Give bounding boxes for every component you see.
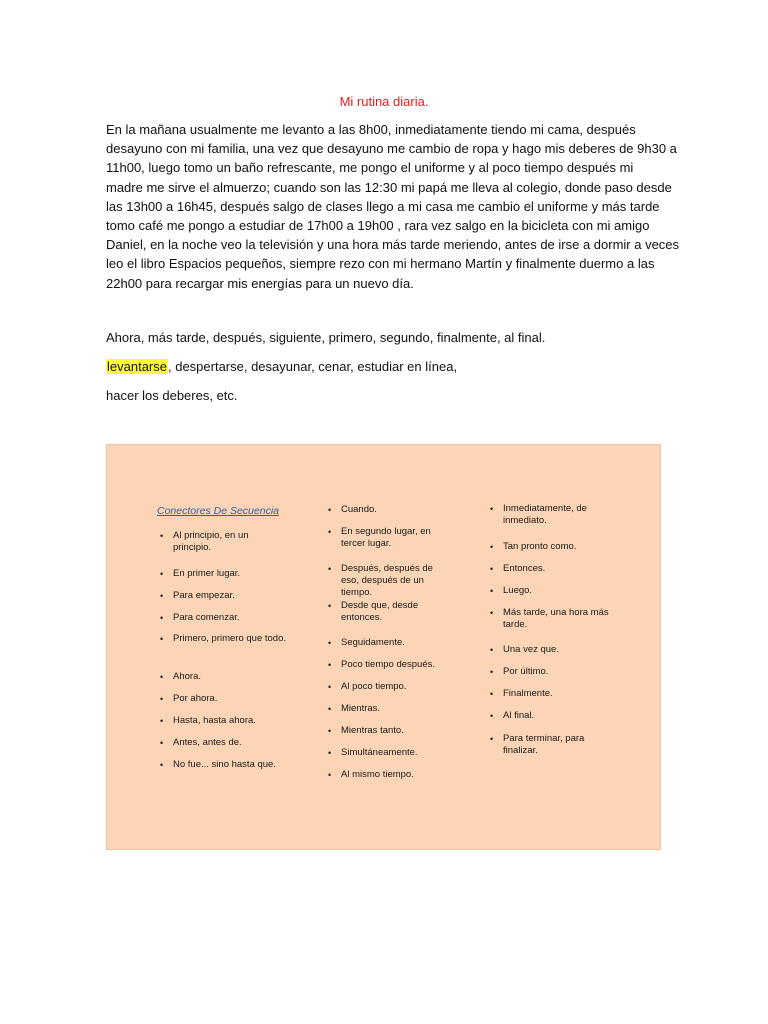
list-item: • Por ahora. <box>157 693 293 705</box>
list-item: • Seguidamente. <box>325 637 461 649</box>
list-item: • Tan pronto como. <box>487 541 623 553</box>
list-item: • Cuando. <box>325 504 451 516</box>
paragraph-line: En la mañana usualmente me levanto a las 8h00, inmediatamente tiendo mi cama, después <box>106 122 636 137</box>
list-item: • Al mismo tiempo. <box>325 769 461 781</box>
paragraph-line: Daniel, en la noche veo la televisión y una hora más tarde meriendo, antes de irse a dormir a veces <box>106 237 680 253</box>
list-item: • Hasta, hasta ahora. <box>157 715 303 727</box>
verbs-rest: , despertarse, desayunar, cenar, estudiar en línea, <box>167 359 458 374</box>
verbs-line-2: hacer los deberes, etc. <box>106 388 238 403</box>
paragraph-line: tomo café me pongo a estudiar de 17h00 a 19h00 , rara vez salgo en la bicicleta con mi amigo <box>106 218 650 234</box>
page-title: Mi rutina diaria. <box>339 94 429 109</box>
list-item: • Al poco tiempo. <box>325 681 461 693</box>
list-item: • Para empezar. <box>157 590 293 602</box>
paragraph-line: madre me sirve el almuerzo; cuando son las 12:30 mi papá me lleva al colegio, donde paso desde <box>106 179 672 195</box>
routine-paragraph <box>106 120 680 293</box>
list-item: • En segundo lugar, en tercer lugar. <box>325 526 449 550</box>
list-item: • En primer lugar. <box>157 568 293 580</box>
list-item: • Finalmente. <box>487 688 623 700</box>
box-title: Conectores De Secuencia <box>157 505 279 517</box>
connectors-line: Ahora, más tarde, después, siguiente, primero, segundo, finalmente, al final. <box>106 330 546 345</box>
list-item: • Por último. <box>487 666 623 678</box>
verbs-line <box>106 359 457 374</box>
list-item: • Poco tiempo después. <box>325 659 461 671</box>
list-item: • Simultáneamente. <box>325 747 461 759</box>
list-item: • Al final. <box>487 710 623 722</box>
list-item: • Más tarde, una hora más tarde. <box>487 607 621 631</box>
list-item: • Una vez que. <box>487 644 623 656</box>
list-item: • Después, después de eso, después de un tiempo. <box>325 563 453 600</box>
list-item: • Primero, primero que todo. <box>157 633 291 645</box>
highlighted-verb: levantarse <box>107 359 167 374</box>
list-item: • Inmediatamente, de inmediato. <box>487 503 613 527</box>
list-item: • Para terminar, para finalizar. <box>487 733 608 757</box>
paragraph-line: las 13h00 a 16h45, después salgo de clases llego a mi casa me cambio el uniforme y más tarde <box>106 198 660 214</box>
paragraph-line: 22h00 para recargar mis energías para un nuevo día. <box>106 275 414 291</box>
list-item: • Antes, antes de. <box>157 737 303 749</box>
list-item: • Para comenzar. <box>157 612 293 624</box>
paragraph-line: 11h00, luego tomo un baño refrescante, me pongo el uniforme y al poco tiempo después mi <box>106 160 634 176</box>
sequence-connectors-box <box>106 444 661 850</box>
list-item: • Desde que, desde entonces. <box>325 600 441 624</box>
paragraph-line: leo el libro Espacios pequeños, siempre rezo con mi hermano Martín y finalmente duermo a las <box>106 256 655 272</box>
list-item: • Luego. <box>487 585 623 597</box>
paragraph-line: desayuno con mi familia, una vez que desayuno me cambio de ropa y hago mis deberes de 9h30 a <box>106 141 677 157</box>
list-item: • Ahora. <box>157 671 293 683</box>
list-item: • No fue... sino hasta que. <box>157 759 313 771</box>
list-item: • Mientras tanto. <box>325 725 461 737</box>
list-item: • Entonces. <box>487 563 623 575</box>
list-item: • Al principio, en un principio. <box>157 530 283 554</box>
list-item: • Mientras. <box>325 703 461 715</box>
